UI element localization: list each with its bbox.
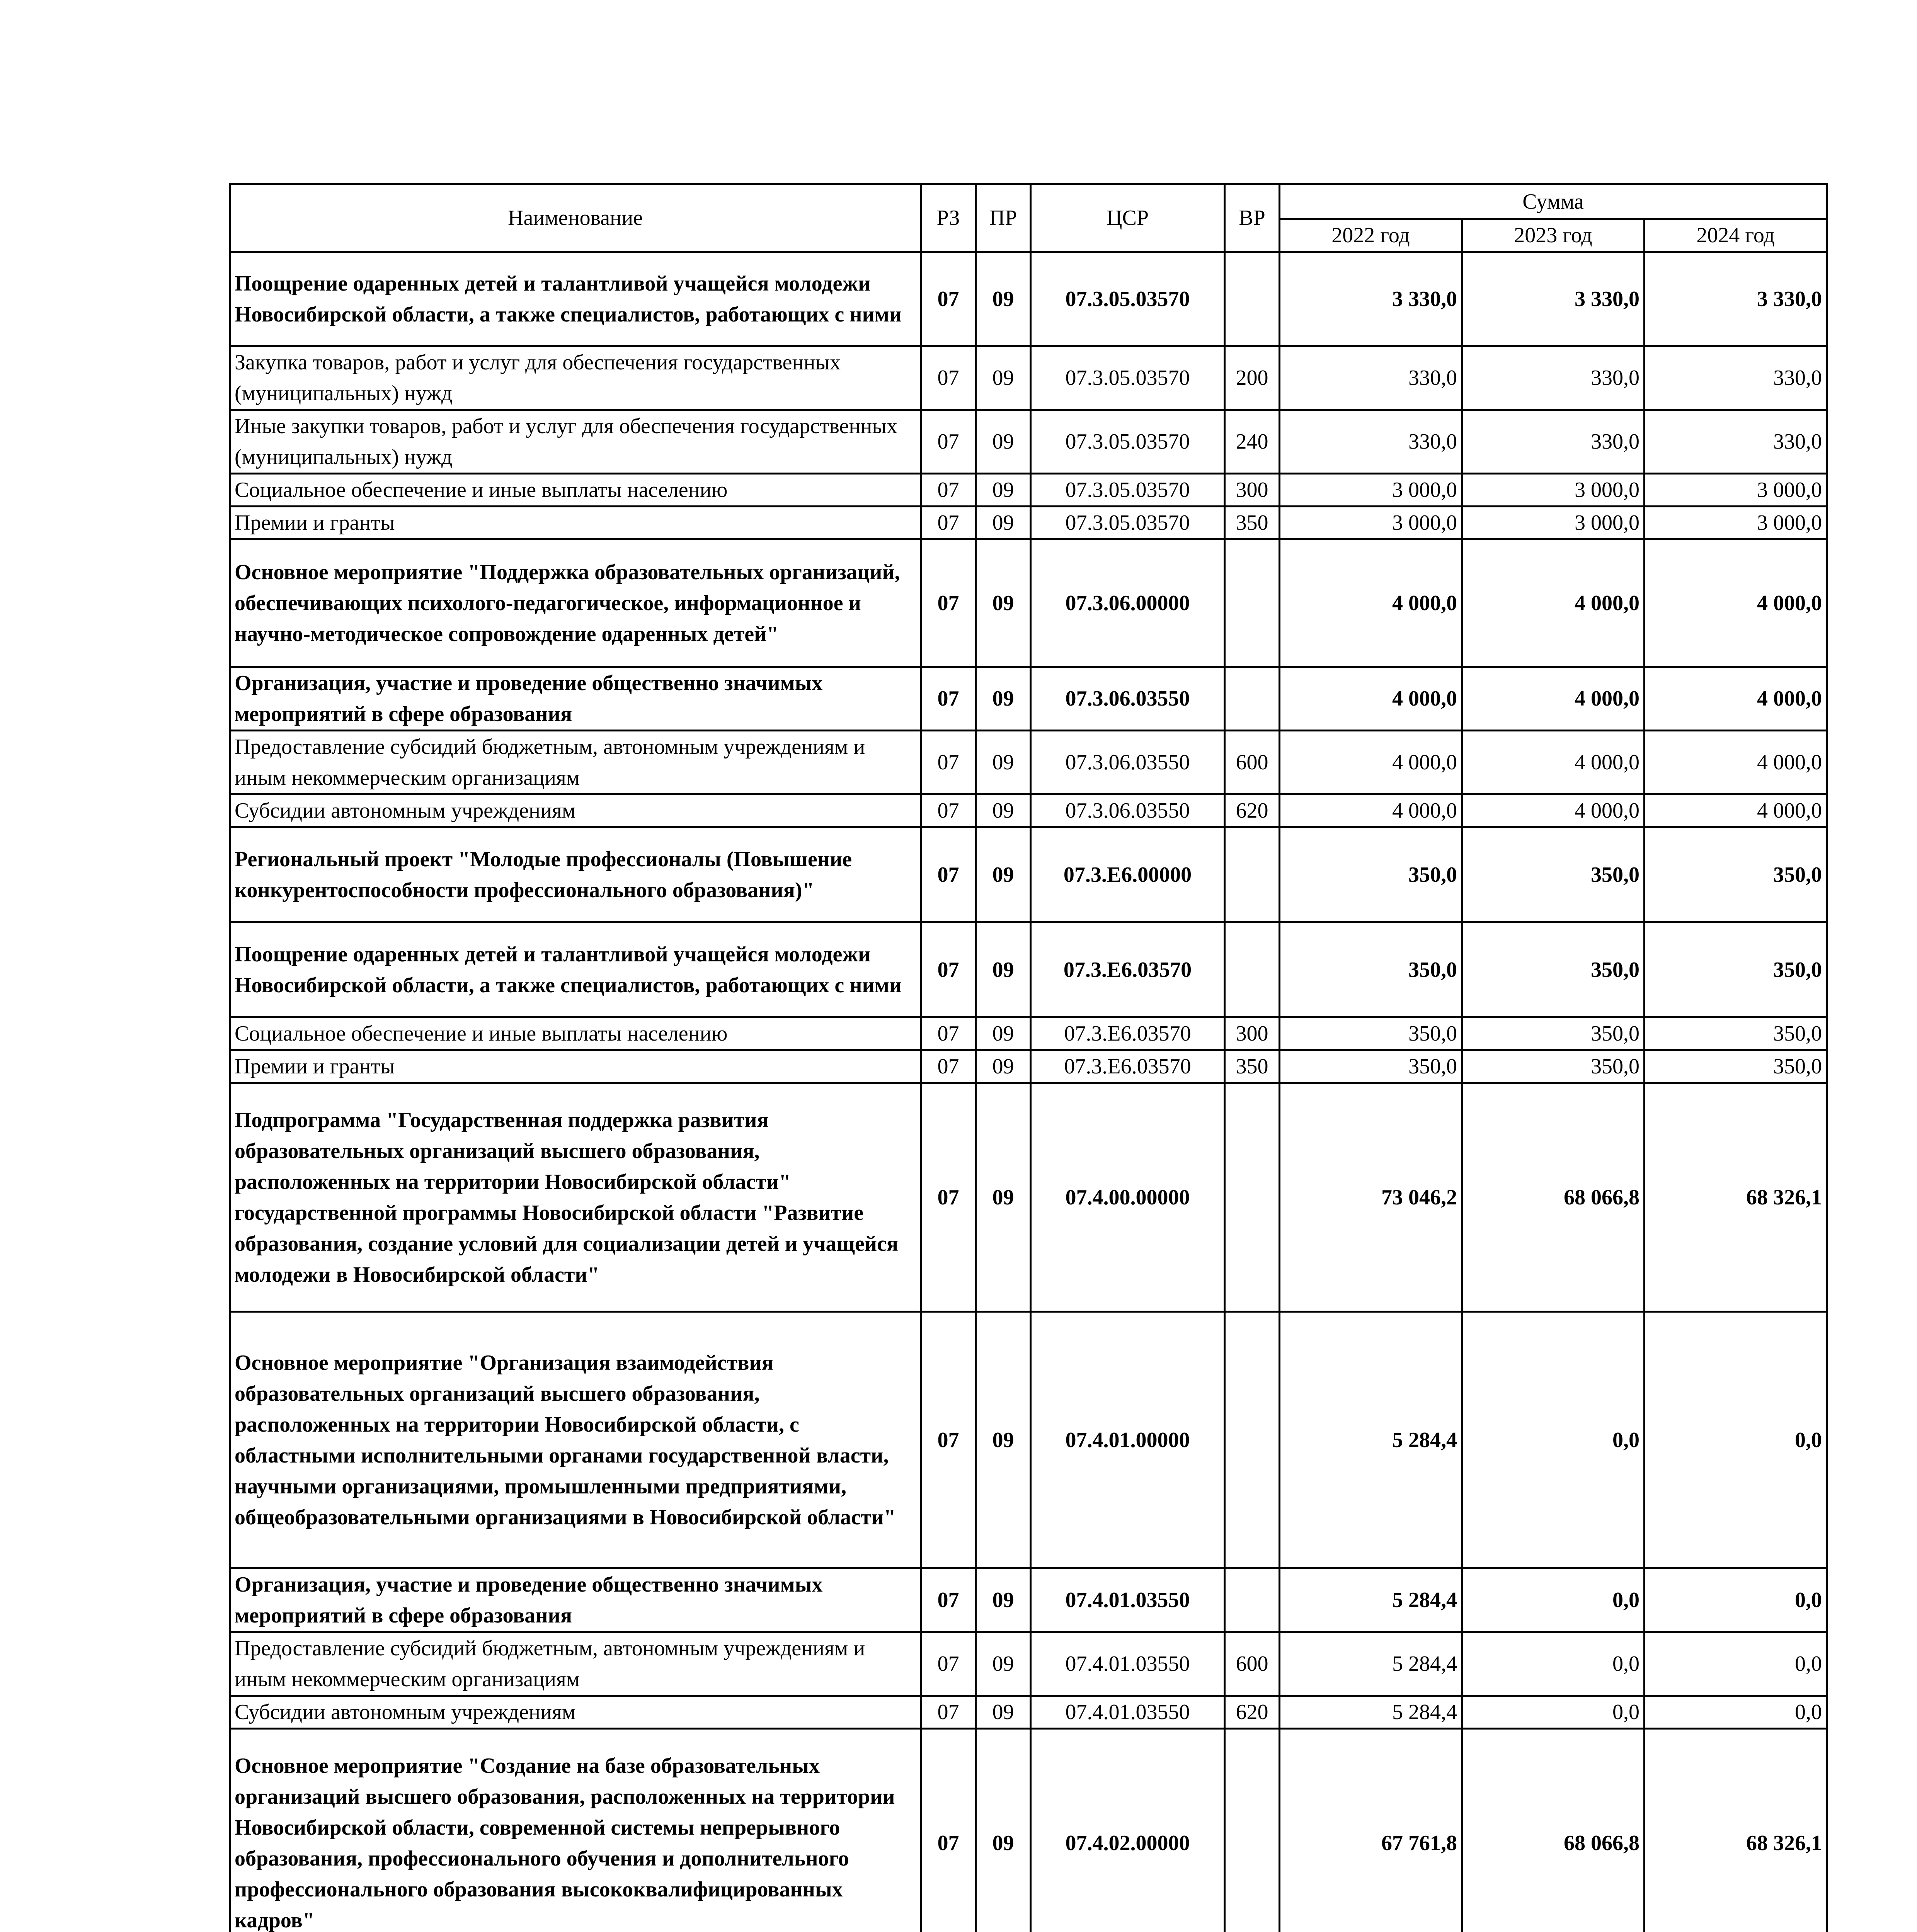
cell-y3: 0,0 (1645, 1568, 1827, 1632)
cell-name: Премии и гранты (230, 1050, 921, 1083)
cell-y1: 330,0 (1280, 410, 1462, 474)
cell-name: Предоставление субсидий бюджетным, автономным учреждениям и иным некоммерческим организациям (230, 731, 921, 794)
cell-y1: 330,0 (1280, 346, 1462, 410)
cell-rz: 07 (921, 1083, 976, 1312)
cell-csr: 07.3.E6.00000 (1031, 827, 1225, 922)
table-row (230, 474, 1827, 507)
cell-rz: 07 (921, 1312, 976, 1568)
col-header-rz: РЗ (921, 184, 976, 252)
cell-y1: 350,0 (1280, 922, 1462, 1017)
cell-rz: 07 (921, 474, 976, 507)
cell-y2: 350,0 (1462, 1017, 1645, 1050)
cell-csr: 07.3.05.03570 (1031, 346, 1225, 410)
cell-y1: 5 284,4 (1280, 1632, 1462, 1696)
cell-vr (1225, 1568, 1280, 1632)
cell-y1: 3 000,0 (1280, 474, 1462, 507)
cell-csr: 07.4.01.00000 (1031, 1312, 1225, 1568)
cell-y1: 5 284,4 (1280, 1696, 1462, 1729)
cell-vr: 600 (1225, 1632, 1280, 1696)
cell-y3: 3 000,0 (1645, 474, 1827, 507)
cell-vr (1225, 922, 1280, 1017)
cell-vr: 240 (1225, 410, 1280, 474)
cell-y3: 4 000,0 (1645, 667, 1827, 731)
cell-y3: 4 000,0 (1645, 794, 1827, 827)
cell-y3: 4 000,0 (1645, 539, 1827, 667)
cell-rz: 07 (921, 539, 976, 667)
col-header-2024: 2024 год (1645, 219, 1827, 252)
table-row (230, 1017, 1827, 1050)
cell-y2: 3 330,0 (1462, 252, 1645, 346)
col-header-sum: Сумма (1280, 184, 1827, 219)
cell-name: Основное мероприятие "Поддержка образовательных организаций, обеспечивающих психолого-педагогическое, информационное и научно-методическое сопровождение одаренных детей" (230, 539, 921, 667)
cell-y2: 0,0 (1462, 1568, 1645, 1632)
cell-y1: 5 284,4 (1280, 1568, 1462, 1632)
cell-pr: 09 (976, 794, 1031, 827)
cell-rz: 07 (921, 794, 976, 827)
cell-name: Иные закупки товаров, работ и услуг для обеспечения государственных (муниципальных) нужд (230, 410, 921, 474)
cell-y2: 4 000,0 (1462, 794, 1645, 827)
cell-rz: 07 (921, 1696, 976, 1729)
cell-rz: 07 (921, 1632, 976, 1696)
cell-y1: 4 000,0 (1280, 731, 1462, 794)
cell-name: Поощрение одаренных детей и талантливой учащейся молодежи Новосибирской области, а также специалистов, работающих с ними (230, 252, 921, 346)
cell-y3: 3 330,0 (1645, 252, 1827, 346)
table-row (230, 667, 1827, 731)
table-row (230, 252, 1827, 346)
cell-csr: 07.4.00.00000 (1031, 1083, 1225, 1312)
cell-name: Предоставление субсидий бюджетным, автономным учреждениям и иным некоммерческим организациям (230, 1632, 921, 1696)
cell-y1: 350,0 (1280, 1017, 1462, 1050)
col-header-vr: ВР (1225, 184, 1280, 252)
cell-vr (1225, 1729, 1280, 1932)
cell-y2: 68 066,8 (1462, 1083, 1645, 1312)
cell-y1: 73 046,2 (1280, 1083, 1462, 1312)
cell-pr: 09 (976, 1050, 1031, 1083)
cell-pr: 09 (976, 410, 1031, 474)
cell-csr: 07.3.06.00000 (1031, 539, 1225, 667)
cell-vr: 600 (1225, 731, 1280, 794)
cell-y2: 4 000,0 (1462, 667, 1645, 731)
cell-y2: 68 066,8 (1462, 1729, 1645, 1932)
cell-y2: 350,0 (1462, 922, 1645, 1017)
cell-name: Субсидии автономным учреждениям (230, 1696, 921, 1729)
cell-pr: 09 (976, 507, 1031, 539)
cell-vr: 300 (1225, 1017, 1280, 1050)
cell-y3: 350,0 (1645, 1017, 1827, 1050)
cell-y3: 330,0 (1645, 410, 1827, 474)
cell-csr: 07.3.06.03550 (1031, 794, 1225, 827)
cell-rz: 07 (921, 252, 976, 346)
cell-csr: 07.3.06.03550 (1031, 731, 1225, 794)
col-header-name: Наименование (230, 184, 921, 252)
table-row (230, 539, 1827, 667)
cell-pr: 09 (976, 731, 1031, 794)
cell-rz: 07 (921, 1017, 976, 1050)
cell-rz: 07 (921, 346, 976, 410)
cell-pr: 09 (976, 539, 1031, 667)
cell-y3: 68 326,1 (1645, 1083, 1827, 1312)
cell-rz: 07 (921, 507, 976, 539)
cell-name: Премии и гранты (230, 507, 921, 539)
cell-y3: 68 326,1 (1645, 1729, 1827, 1932)
cell-csr: 07.3.E6.03570 (1031, 922, 1225, 1017)
cell-vr: 300 (1225, 474, 1280, 507)
cell-y2: 0,0 (1462, 1696, 1645, 1729)
cell-y1: 5 284,4 (1280, 1312, 1462, 1568)
cell-csr: 07.4.01.03550 (1031, 1696, 1225, 1729)
table-row (230, 410, 1827, 474)
cell-rz: 07 (921, 1050, 976, 1083)
cell-y1: 4 000,0 (1280, 539, 1462, 667)
cell-y2: 0,0 (1462, 1312, 1645, 1568)
cell-csr: 07.3.E6.03570 (1031, 1017, 1225, 1050)
cell-name: Закупка товаров, работ и услуг для обеспечения государственных (муниципальных) нужд (230, 346, 921, 410)
table-row (230, 794, 1827, 827)
cell-y2: 0,0 (1462, 1632, 1645, 1696)
cell-y2: 350,0 (1462, 1050, 1645, 1083)
cell-y2: 4 000,0 (1462, 731, 1645, 794)
cell-name: Социальное обеспечение и иные выплаты населению (230, 1017, 921, 1050)
cell-csr: 07.4.02.00000 (1031, 1729, 1225, 1932)
cell-rz: 07 (921, 1568, 976, 1632)
col-header-pr: ПР (976, 184, 1031, 252)
table-row (230, 1632, 1827, 1696)
table-row (230, 1568, 1827, 1632)
cell-rz: 07 (921, 1729, 976, 1932)
cell-name: Организация, участие и проведение общественно значимых мероприятий в сфере образования (230, 1568, 921, 1632)
cell-name: Основное мероприятие "Создание на базе образовательных организаций высшего образования, расположенных на территории Новосибирской области, современной системы непрерывного образования, профессионального обучения и дополнительного профессионального образования высококвалифицированных кадров" (230, 1729, 921, 1932)
cell-vr (1225, 1312, 1280, 1568)
cell-vr (1225, 667, 1280, 731)
table-row (230, 827, 1827, 922)
cell-pr: 09 (976, 1632, 1031, 1696)
table-body (230, 252, 1827, 1932)
cell-pr: 09 (976, 1083, 1031, 1312)
cell-pr: 09 (976, 667, 1031, 731)
cell-y3: 350,0 (1645, 827, 1827, 922)
cell-name: Региональный проект "Молодые профессионалы (Повышение конкурентоспособности профессионального образования)" (230, 827, 921, 922)
cell-rz: 07 (921, 410, 976, 474)
cell-y3: 0,0 (1645, 1696, 1827, 1729)
cell-csr: 07.4.01.03550 (1031, 1632, 1225, 1696)
cell-y3: 330,0 (1645, 346, 1827, 410)
cell-y2: 4 000,0 (1462, 539, 1645, 667)
cell-pr: 09 (976, 1568, 1031, 1632)
cell-pr: 09 (976, 922, 1031, 1017)
cell-vr: 200 (1225, 346, 1280, 410)
cell-y3: 350,0 (1645, 922, 1827, 1017)
cell-name: Подпрограмма "Государственная поддержка развития образовательных организаций высшего образования, расположенных на территории Новосибирской области" государственной программы Новосибирской области "Развитие образования, создание условий для социализации детей и учащейся молодежи в Новосибирской области" (230, 1083, 921, 1312)
cell-pr: 09 (976, 827, 1031, 922)
cell-y1: 350,0 (1280, 1050, 1462, 1083)
cell-y3: 4 000,0 (1645, 731, 1827, 794)
cell-vr: 620 (1225, 794, 1280, 827)
cell-vr (1225, 539, 1280, 667)
table-row (230, 1050, 1827, 1083)
cell-vr: 620 (1225, 1696, 1280, 1729)
cell-vr: 350 (1225, 507, 1280, 539)
cell-csr: 07.3.05.03570 (1031, 410, 1225, 474)
cell-y1: 4 000,0 (1280, 794, 1462, 827)
cell-pr: 09 (976, 346, 1031, 410)
cell-y2: 330,0 (1462, 346, 1645, 410)
col-header-2023: 2023 год (1462, 219, 1645, 252)
cell-name: Субсидии автономным учреждениям (230, 794, 921, 827)
table-row (230, 731, 1827, 794)
table-row (230, 1083, 1827, 1312)
cell-y3: 350,0 (1645, 1050, 1827, 1083)
cell-rz: 07 (921, 667, 976, 731)
cell-pr: 09 (976, 1312, 1031, 1568)
cell-y1: 4 000,0 (1280, 667, 1462, 731)
table-row (230, 346, 1827, 410)
cell-name: Основное мероприятие "Организация взаимодействия образовательных организаций высшего образования, расположенных на территории Новосибирской области, с областными исполнительными органами государственной власти, научными организациями, промышленными предприятиями, общеобразовательными организациями в Новосибирской области" (230, 1312, 921, 1568)
cell-name: Поощрение одаренных детей и талантливой учащейся молодежи Новосибирской области, а также специалистов, работающих с ними (230, 922, 921, 1017)
cell-y1: 350,0 (1280, 827, 1462, 922)
table-row (230, 1696, 1827, 1729)
cell-y2: 350,0 (1462, 827, 1645, 922)
cell-name: Социальное обеспечение и иные выплаты населению (230, 474, 921, 507)
cell-rz: 07 (921, 922, 976, 1017)
col-header-csr: ЦСР (1031, 184, 1225, 252)
cell-csr: 07.3.05.03570 (1031, 507, 1225, 539)
table-row (230, 1312, 1827, 1568)
table-row (230, 507, 1827, 539)
table-row (230, 922, 1827, 1017)
budget-table (229, 183, 1828, 1932)
cell-csr: 07.3.05.03570 (1031, 252, 1225, 346)
cell-y1: 3 000,0 (1280, 507, 1462, 539)
cell-y2: 3 000,0 (1462, 474, 1645, 507)
table-row (230, 1729, 1827, 1932)
cell-y1: 67 761,8 (1280, 1729, 1462, 1932)
cell-y3: 3 000,0 (1645, 507, 1827, 539)
cell-csr: 07.3.06.03550 (1031, 667, 1225, 731)
cell-rz: 07 (921, 827, 976, 922)
cell-vr (1225, 827, 1280, 922)
cell-pr: 09 (976, 252, 1031, 346)
cell-pr: 09 (976, 1729, 1031, 1932)
cell-pr: 09 (976, 1017, 1031, 1050)
cell-pr: 09 (976, 474, 1031, 507)
cell-vr: 350 (1225, 1050, 1280, 1083)
cell-vr (1225, 252, 1280, 346)
cell-name: Организация, участие и проведение общественно значимых мероприятий в сфере образования (230, 667, 921, 731)
cell-vr (1225, 1083, 1280, 1312)
cell-y1: 3 330,0 (1280, 252, 1462, 346)
cell-csr: 07.4.01.03550 (1031, 1568, 1225, 1632)
cell-csr: 07.3.E6.03570 (1031, 1050, 1225, 1083)
header-row-top (230, 184, 1827, 219)
cell-y3: 0,0 (1645, 1632, 1827, 1696)
col-header-2022: 2022 год (1280, 219, 1462, 252)
cell-rz: 07 (921, 731, 976, 794)
cell-y2: 3 000,0 (1462, 507, 1645, 539)
cell-y3: 0,0 (1645, 1312, 1827, 1568)
cell-csr: 07.3.05.03570 (1031, 474, 1225, 507)
cell-y2: 330,0 (1462, 410, 1645, 474)
cell-pr: 09 (976, 1696, 1031, 1729)
